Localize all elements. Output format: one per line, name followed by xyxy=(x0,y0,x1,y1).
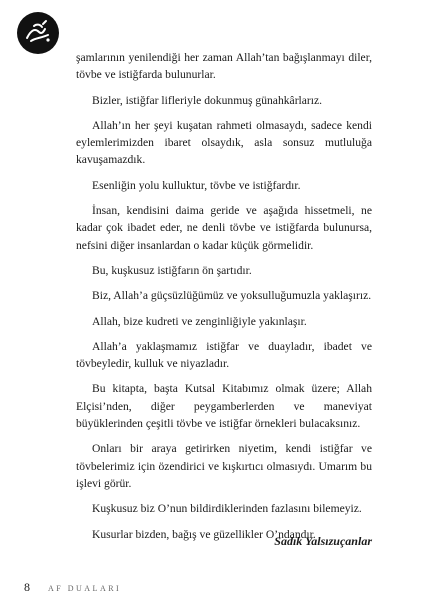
body-text xyxy=(76,49,372,551)
paragraph: Kusurlar bizden, bağış ve güzellikler O’ndandır. xyxy=(92,527,316,541)
calligraphy-glyph xyxy=(21,16,55,50)
paragraph: İnsan, kendisini daima geride ve aşağıda hissetmeli, ne kadar çok ibadet eder, ne denli tövbe ve istiğfarda bulunursa, nefsini diğer insanlardan o kadar küçük görmelidir. xyxy=(76,204,372,252)
paragraph: Onları bir araya getirirken niyetim, kendi istiğfar ve tövbelerimiz için özendirici ve kışkırtıcı olmasıydı. Umarım bu işlevi görür. xyxy=(76,442,372,490)
page-number: 8 xyxy=(24,580,30,594)
paragraph: Biz, Allah’a güçsüzlüğümüz ve yoksulluğumuzla yaklaşırız. xyxy=(92,289,372,303)
paragraph: Allah, bize kudreti ve zenginliğiyle yakınlaşır. xyxy=(92,314,307,328)
paragraph: Allah’a yaklaşmamız istiğfar ve duayladır, ibadet ve tövbeyledir, kulluk ve niyazladır. xyxy=(76,339,372,371)
page-footer xyxy=(24,580,121,595)
paragraph: şamlarının yenilendiği her zaman Allah’tan bağışlanmayı diler, tövbe ve istiğfarda bulunurlar. xyxy=(76,51,372,82)
paragraph: Esenliğin yolu kulluktur, tövbe ve istiğfardır. xyxy=(92,178,301,192)
paragraph: Allah’ın her şeyi kuşatan rahmeti olmasaydı, sadece kendi eylemlerimizden ibaret olsaydık, asla sonsuz mutluluğa kavuşamazdık. xyxy=(76,118,372,167)
calligraphy-seal-icon xyxy=(17,12,59,54)
paragraph: Kuşkusuz biz O’nun bildirdiklerinden fazlasını bilemeyiz. xyxy=(92,502,362,516)
paragraph: Bizler, istiğfar lifleriyle dokunmuş günahkârlarız. xyxy=(92,93,323,107)
paragraph: Bu kitapta, başta Kutsal Kitabımız olmak üzere; Allah Elçisi’nden, diğer peygamberlerden ve maneviyat büyüklerinden çeşitli tövbe ve istiğfar örnekleri bulacaksınız. xyxy=(76,382,372,431)
running-title: AF DUALARI xyxy=(48,584,122,593)
paragraph: Bu, kuşkusuz istiğfarın ön şartıdır. xyxy=(92,263,252,277)
author-signature: Sadık Yalsızuçanlar xyxy=(274,534,372,548)
